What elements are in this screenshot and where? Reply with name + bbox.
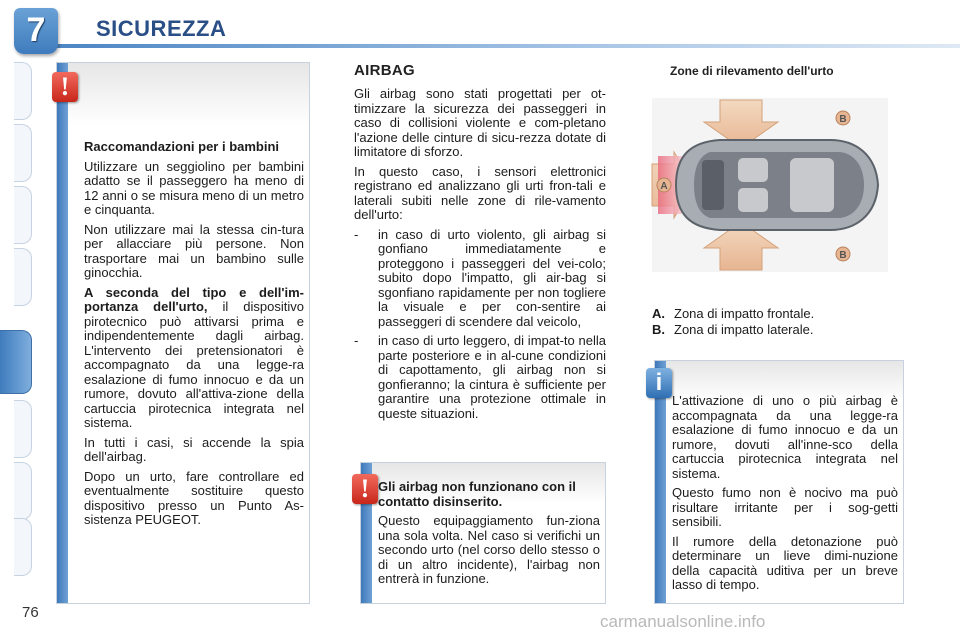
- box-stripe: [57, 63, 68, 603]
- watermark: carmanualsonline.info: [600, 612, 766, 631]
- bullet-marker: -: [354, 226, 359, 242]
- airbag-p1: Gli airbag sono stati progettati per ot-timizzare la sicurezza dei passeggeri in caso di collisioni violente e com-pletano l'azione delle cinture di sicu-rezza dotate di limitatore di sforzo.: [354, 86, 606, 159]
- legend-item-a: [652, 306, 814, 321]
- box-top-gradient: [68, 63, 309, 125]
- airbag-bullet: [354, 334, 606, 421]
- page-header: [0, 0, 960, 50]
- chapter-number: 7: [26, 11, 46, 49]
- zone-b-label-top: B: [839, 114, 847, 125]
- child-safety-text: [84, 140, 304, 533]
- airbag-info-p1: L'attivazione di uno o più airbag è accompagnata da una legge-ra esalazione di fumo innocuo e da un rumore, dovuti all'inne-sco della cartuccia pirotecnica integrata nel sistema.: [672, 393, 898, 481]
- airbag-bullet-1: in caso di urto violento, gli airbag si gonfiano immediatamente e proteggono i passeggeri del vei-colo; subito dopo l'impatto, gli air-bag si sgonfiano rapidamente per non togliere la visuale e per con-sentire ai passeggeri di scendere dal veicolo,: [378, 226, 606, 329]
- info-icon: i: [646, 368, 672, 398]
- airbag-heading: AIRBAG: [354, 62, 415, 79]
- child-safety-p5: Dopo un urto, fare controllare ed eventualmente sostituire questo dispositivo presso un Punto As-sistenza PEUGEOT.: [84, 468, 304, 527]
- child-safety-p4: In tutti i casi, si accende la spia dell'airbag.: [84, 434, 304, 464]
- chapter-thumb-tab: [14, 518, 32, 576]
- dashboard: [702, 160, 724, 210]
- zone-a-label: A: [660, 181, 668, 192]
- chapter-thumb-tabs: [0, 60, 34, 580]
- chapter-thumb-tab-active: [0, 330, 32, 394]
- seat-front-left: [738, 158, 768, 182]
- airbag-warning-body: Questo equipaggiamento fun-ziona una sola volta. Nel caso si verifichi un secondo urto (nel corso dello stesso o di un altro incidente), l'airbag non entrerà in funzione.: [378, 513, 600, 586]
- chapter-thumb-tab: [14, 462, 32, 520]
- zones-title: Zone di rilevamento dell'urto: [670, 64, 834, 78]
- header-rule: [56, 44, 960, 48]
- legend-text-a: Zona di impatto frontale.: [674, 306, 815, 321]
- chapter-thumb-tab: [14, 248, 32, 306]
- legend-key-a: A.: [652, 306, 665, 321]
- child-safety-p1: Utilizzare un seggiolino per bambini adatto se il passeggero ha meno di 12 anni o se misura meno di un metro e cinquanta.: [84, 158, 304, 217]
- child-safety-p3: [84, 286, 304, 431]
- airbag-bullet-2: in caso di urto leggero, di impat-to nella parte posteriore e in al-cune condizioni di capottamento, gli airbag non si gonfieranno; la cintura è sufficiente per garantire una protezione ottimale in queste situazioni.: [378, 333, 606, 421]
- legend-item-b: [652, 322, 813, 337]
- airbag-warning-text: [378, 480, 600, 592]
- chapter-thumb-tab: [14, 186, 32, 244]
- airbag-p2: In questo caso, i sensori elettronici registrano ed analizzano gli urti fron-tali e laterali subiti nelle zone di rile-vamento dell'urto:: [354, 163, 606, 222]
- seat-front-right: [738, 188, 768, 212]
- airbag-warning-heading: Gli airbag non funzionano con il contatto disinserito.: [378, 479, 576, 509]
- airbag-info-text: [672, 394, 898, 598]
- child-safety-p2: Non utilizzare mai la stessa cin-tura per allacciare più persone. Non trasportare mai un bambino sulle ginocchia.: [84, 221, 304, 280]
- zone-b-label-bottom: B: [839, 250, 847, 261]
- bullet-marker: -: [354, 333, 359, 348]
- legend-text-b: Zona di impatto laterale.: [674, 322, 814, 337]
- airbag-bullet: [354, 228, 606, 330]
- page-number: 76: [22, 604, 39, 621]
- airbag-info-p2: Questo fumo non è nocivo ma può risultare irritante per i sog-getti sensibili.: [672, 485, 898, 529]
- page-title: SICUREZZA: [96, 16, 227, 41]
- chapter-tab: [14, 8, 58, 54]
- chapter-thumb-tab: [14, 400, 32, 458]
- airbag-info-p3: Il rumore della detonazione può determinare un lieve dimi-nuzione della capacità uditiva per un breve lasso di tempo.: [672, 533, 898, 592]
- legend-key-b: B.: [652, 322, 665, 337]
- child-safety-heading: Raccomandazioni per i bambini: [84, 139, 280, 154]
- car-impact-diagram: [650, 96, 890, 274]
- chapter-thumb-tab: [14, 62, 32, 120]
- child-safety-p3-bold: A seconda del tipo e dell'im-portanza dell'urto,: [84, 284, 304, 314]
- child-safety-p3-rest: il dispositivo pirotecnico può attivarsi prima e indipendentemente dagli airbag. L'intervento dei pretensionatori è accompagnato da una legge-ra esalazione di fumo innocuo e da un rumore, dovuto all'attiva-zione della cartuccia pirotecnica integrata nel sistema.: [84, 299, 304, 430]
- airbag-text: [354, 87, 606, 426]
- warning-icon: !: [52, 72, 78, 102]
- warning-icon: !: [352, 474, 378, 504]
- chapter-thumb-tab: [14, 124, 32, 182]
- rear-bench: [790, 158, 834, 212]
